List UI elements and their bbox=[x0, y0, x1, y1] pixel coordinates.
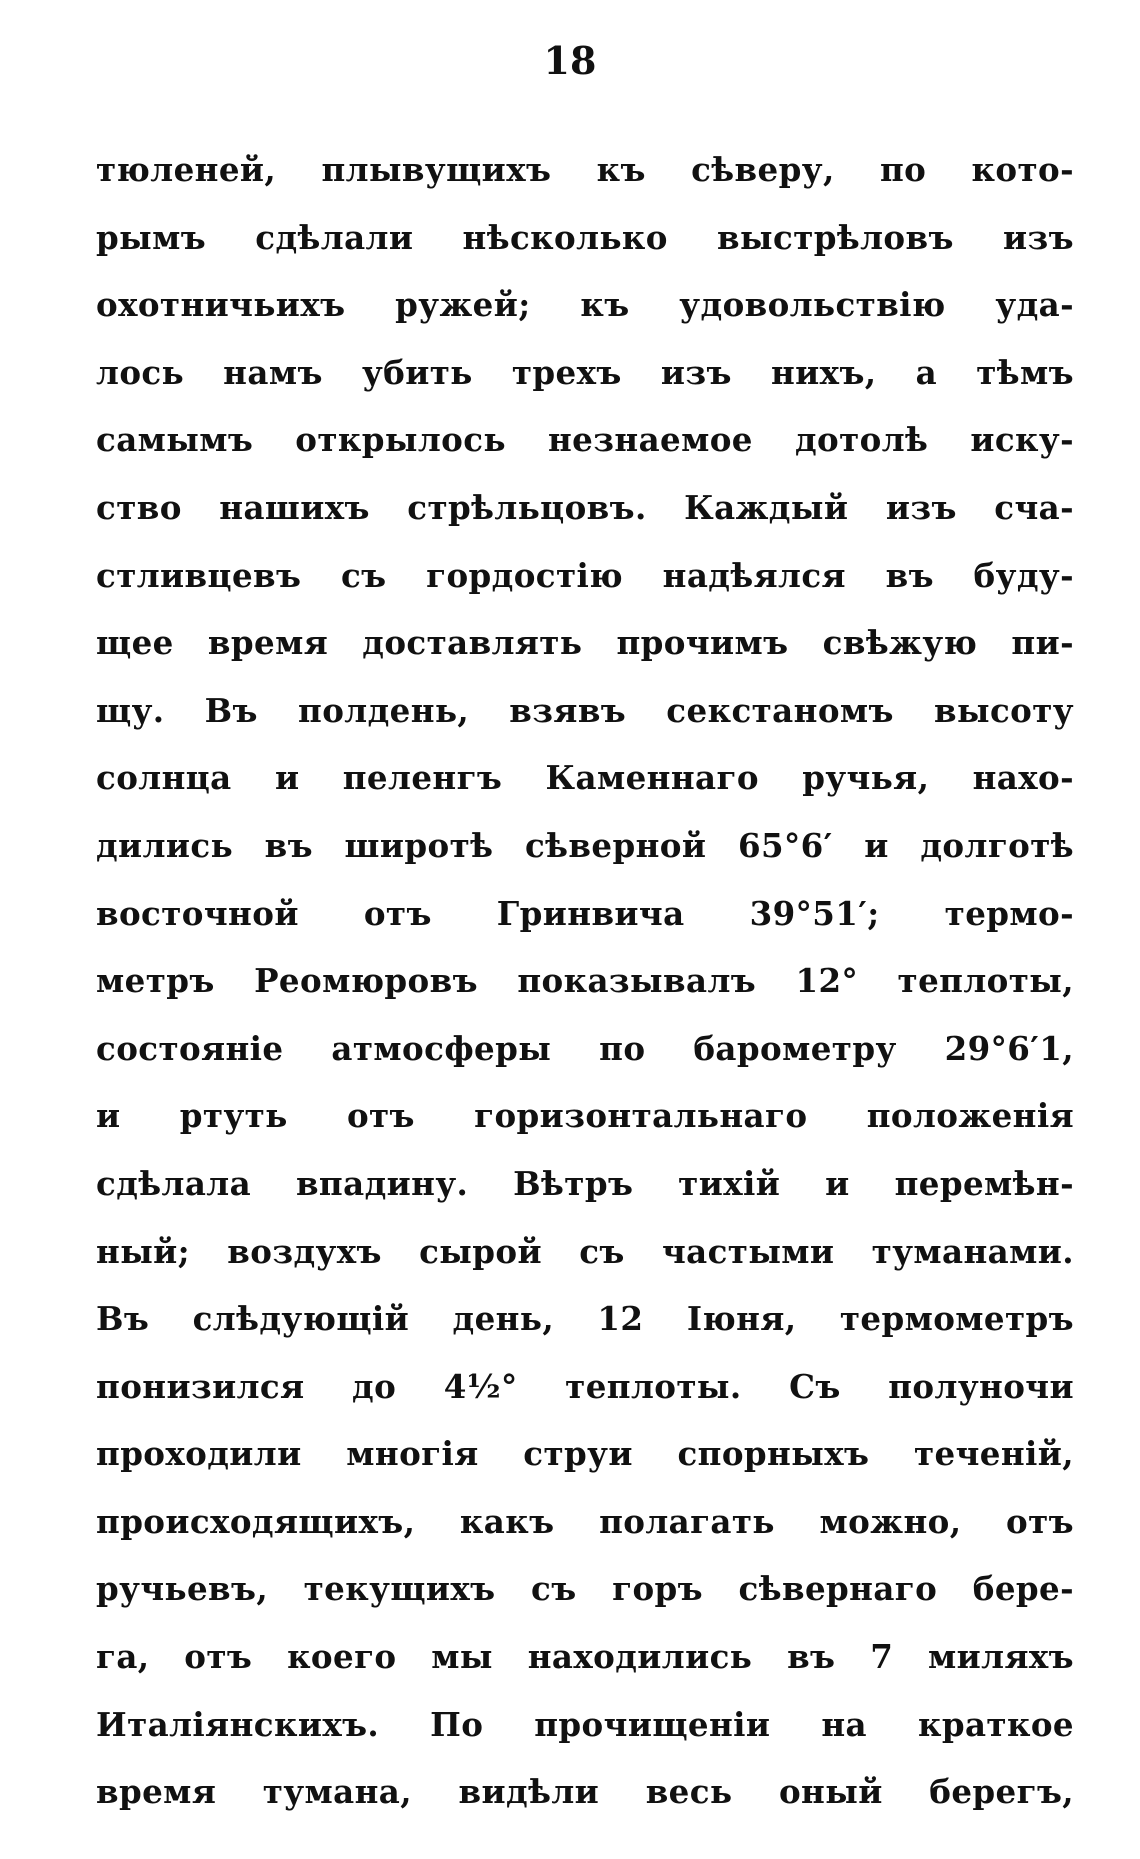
text-line: и ртуть отъ горизонтальнаго положенія bbox=[96, 1096, 1074, 1136]
text-line: лось намъ убить трехъ изъ нихъ, а тѣмъ bbox=[96, 352, 1074, 392]
text-line: рымъ сдѣлали нѣсколько выстрѣловъ изъ bbox=[96, 217, 1074, 257]
text-line: проходили многія струи спорныхъ теченій, bbox=[96, 1434, 1074, 1474]
text-line: Италіянскихъ. По прочищеніи на краткое bbox=[96, 1704, 1074, 1744]
text-line: охотничьихъ ружей; къ удовольствію уда- bbox=[96, 285, 1074, 325]
text-line: самымъ открылось незнаемое дотолѣ иску- bbox=[96, 420, 1074, 460]
text-line: состояніе атмосферы по барометру 29°6′1, bbox=[96, 1028, 1074, 1068]
text-line: понизился до 4½° теплоты. Съ полуночи bbox=[96, 1366, 1074, 1406]
text-line: щу. Въ полдень, взявъ секстаномъ высоту bbox=[96, 690, 1074, 730]
text-line: восточной отъ Гринвича 39°51′; термо- bbox=[96, 893, 1074, 933]
text-line: ный; воздухъ сырой съ частыми туманами. bbox=[96, 1231, 1074, 1271]
text-line: Въ слѣдующій день, 12 Іюня, термометръ bbox=[96, 1299, 1074, 1339]
text-line: тюленей, плывущихъ къ сѣверу, по кото- bbox=[96, 150, 1074, 189]
page-number: 18 bbox=[543, 38, 597, 83]
text-line: время тумана, видѣли весь оный берегъ, bbox=[96, 1772, 1074, 1812]
text-line: метръ Реомюровъ показывалъ 12° теплоты, bbox=[96, 961, 1074, 1001]
text-line: солнца и пеленгъ Каменнаго ручья, нахо- bbox=[96, 758, 1074, 798]
text-line: стливцевъ съ гордостію надѣялся въ буду- bbox=[96, 555, 1074, 595]
text-line: ручьевъ, текущихъ съ горъ сѣвернаго бере- bbox=[96, 1569, 1074, 1609]
text-line: дились въ широтѣ сѣверной 65°6′ и долготѣ bbox=[96, 825, 1074, 865]
text-line: щее время доставлять прочимъ свѣжую пи- bbox=[96, 623, 1074, 663]
body-text bbox=[96, 136, 1074, 1826]
text-line: сдѣлала впадину. Вѣтръ тихій и перемѣн- bbox=[96, 1163, 1074, 1203]
text-line: происходящихъ, какъ полагать можно, отъ bbox=[96, 1501, 1074, 1541]
text-line: ство нашихъ стрѣльцовъ. Каждый изъ сча- bbox=[96, 487, 1074, 527]
text-line: га, отъ коего мы находились въ 7 миляхъ bbox=[96, 1637, 1074, 1677]
